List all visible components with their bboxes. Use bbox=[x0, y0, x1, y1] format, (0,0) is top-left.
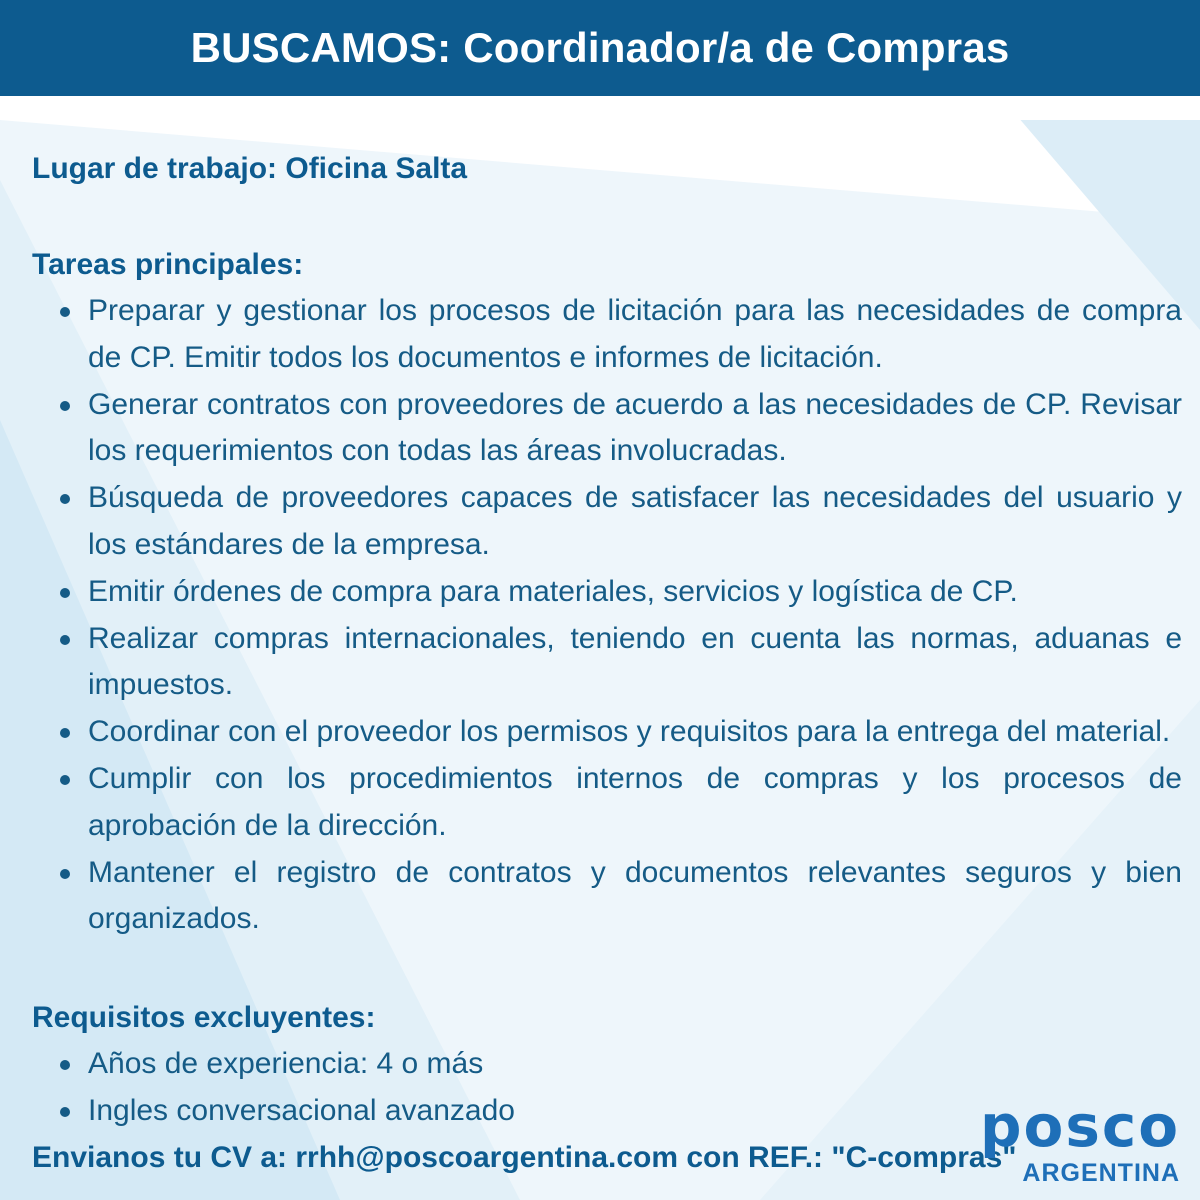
contact-line: Envianos tu CV a: rrhh@poscoargentina.com con REF.: "C-compras" bbox=[32, 1140, 1017, 1174]
logo-wordmark: posco bbox=[980, 1092, 1181, 1160]
list-item: Generar contratos con proveedores de acuerdo a las necesidades de CP. Revisar los requerimientos con todas las áreas involucradas. bbox=[32, 382, 1182, 476]
page-title: BUSCAMOS: Coordinador/a de Compras bbox=[190, 24, 1010, 71]
list-item: Emitir órdenes de compra para materiales, servicios y logística de CP. bbox=[32, 569, 1182, 616]
list-item: Mantener el registro de contratos y documentos relevantes seguros y bien organizados. bbox=[32, 850, 1182, 944]
list-item: Coordinar con el proveedor los permisos y requisitos para la entrega del material. bbox=[32, 709, 1182, 756]
list-item: Realizar compras internacionales, teniendo en cuenta las normas, aduanas e impuestos. bbox=[32, 616, 1182, 710]
requirements-title: Requisitos excluyentes: bbox=[32, 1001, 376, 1035]
tasks-list bbox=[32, 288, 1182, 943]
list-item: Búsqueda de proveedores capaces de satisfacer las necesidades del usuario y los estándares de la empresa. bbox=[32, 475, 1182, 569]
list-item: Ingles conversacional avanzado bbox=[32, 1088, 1182, 1135]
job-posting-body bbox=[32, 146, 1182, 1181]
tasks-title: Tareas principales: bbox=[32, 248, 304, 281]
header-banner bbox=[0, 0, 1200, 96]
list-item: Cumplir con los procedimientos internos de compras y los procesos de aprobación de la dirección. bbox=[32, 756, 1182, 850]
logo-subtitle: ARGENTINA bbox=[1022, 1159, 1180, 1187]
work-place: Lugar de trabajo: Oficina Salta bbox=[32, 152, 468, 185]
list-item: Preparar y gestionar los procesos de licitación para las necesidades de compra de CP. Emitir todos los documentos e informes de licitación. bbox=[32, 288, 1182, 382]
list-item: Años de experiencia: 4 o más bbox=[32, 1041, 1182, 1088]
posco-argentina-logo bbox=[980, 1092, 1181, 1188]
